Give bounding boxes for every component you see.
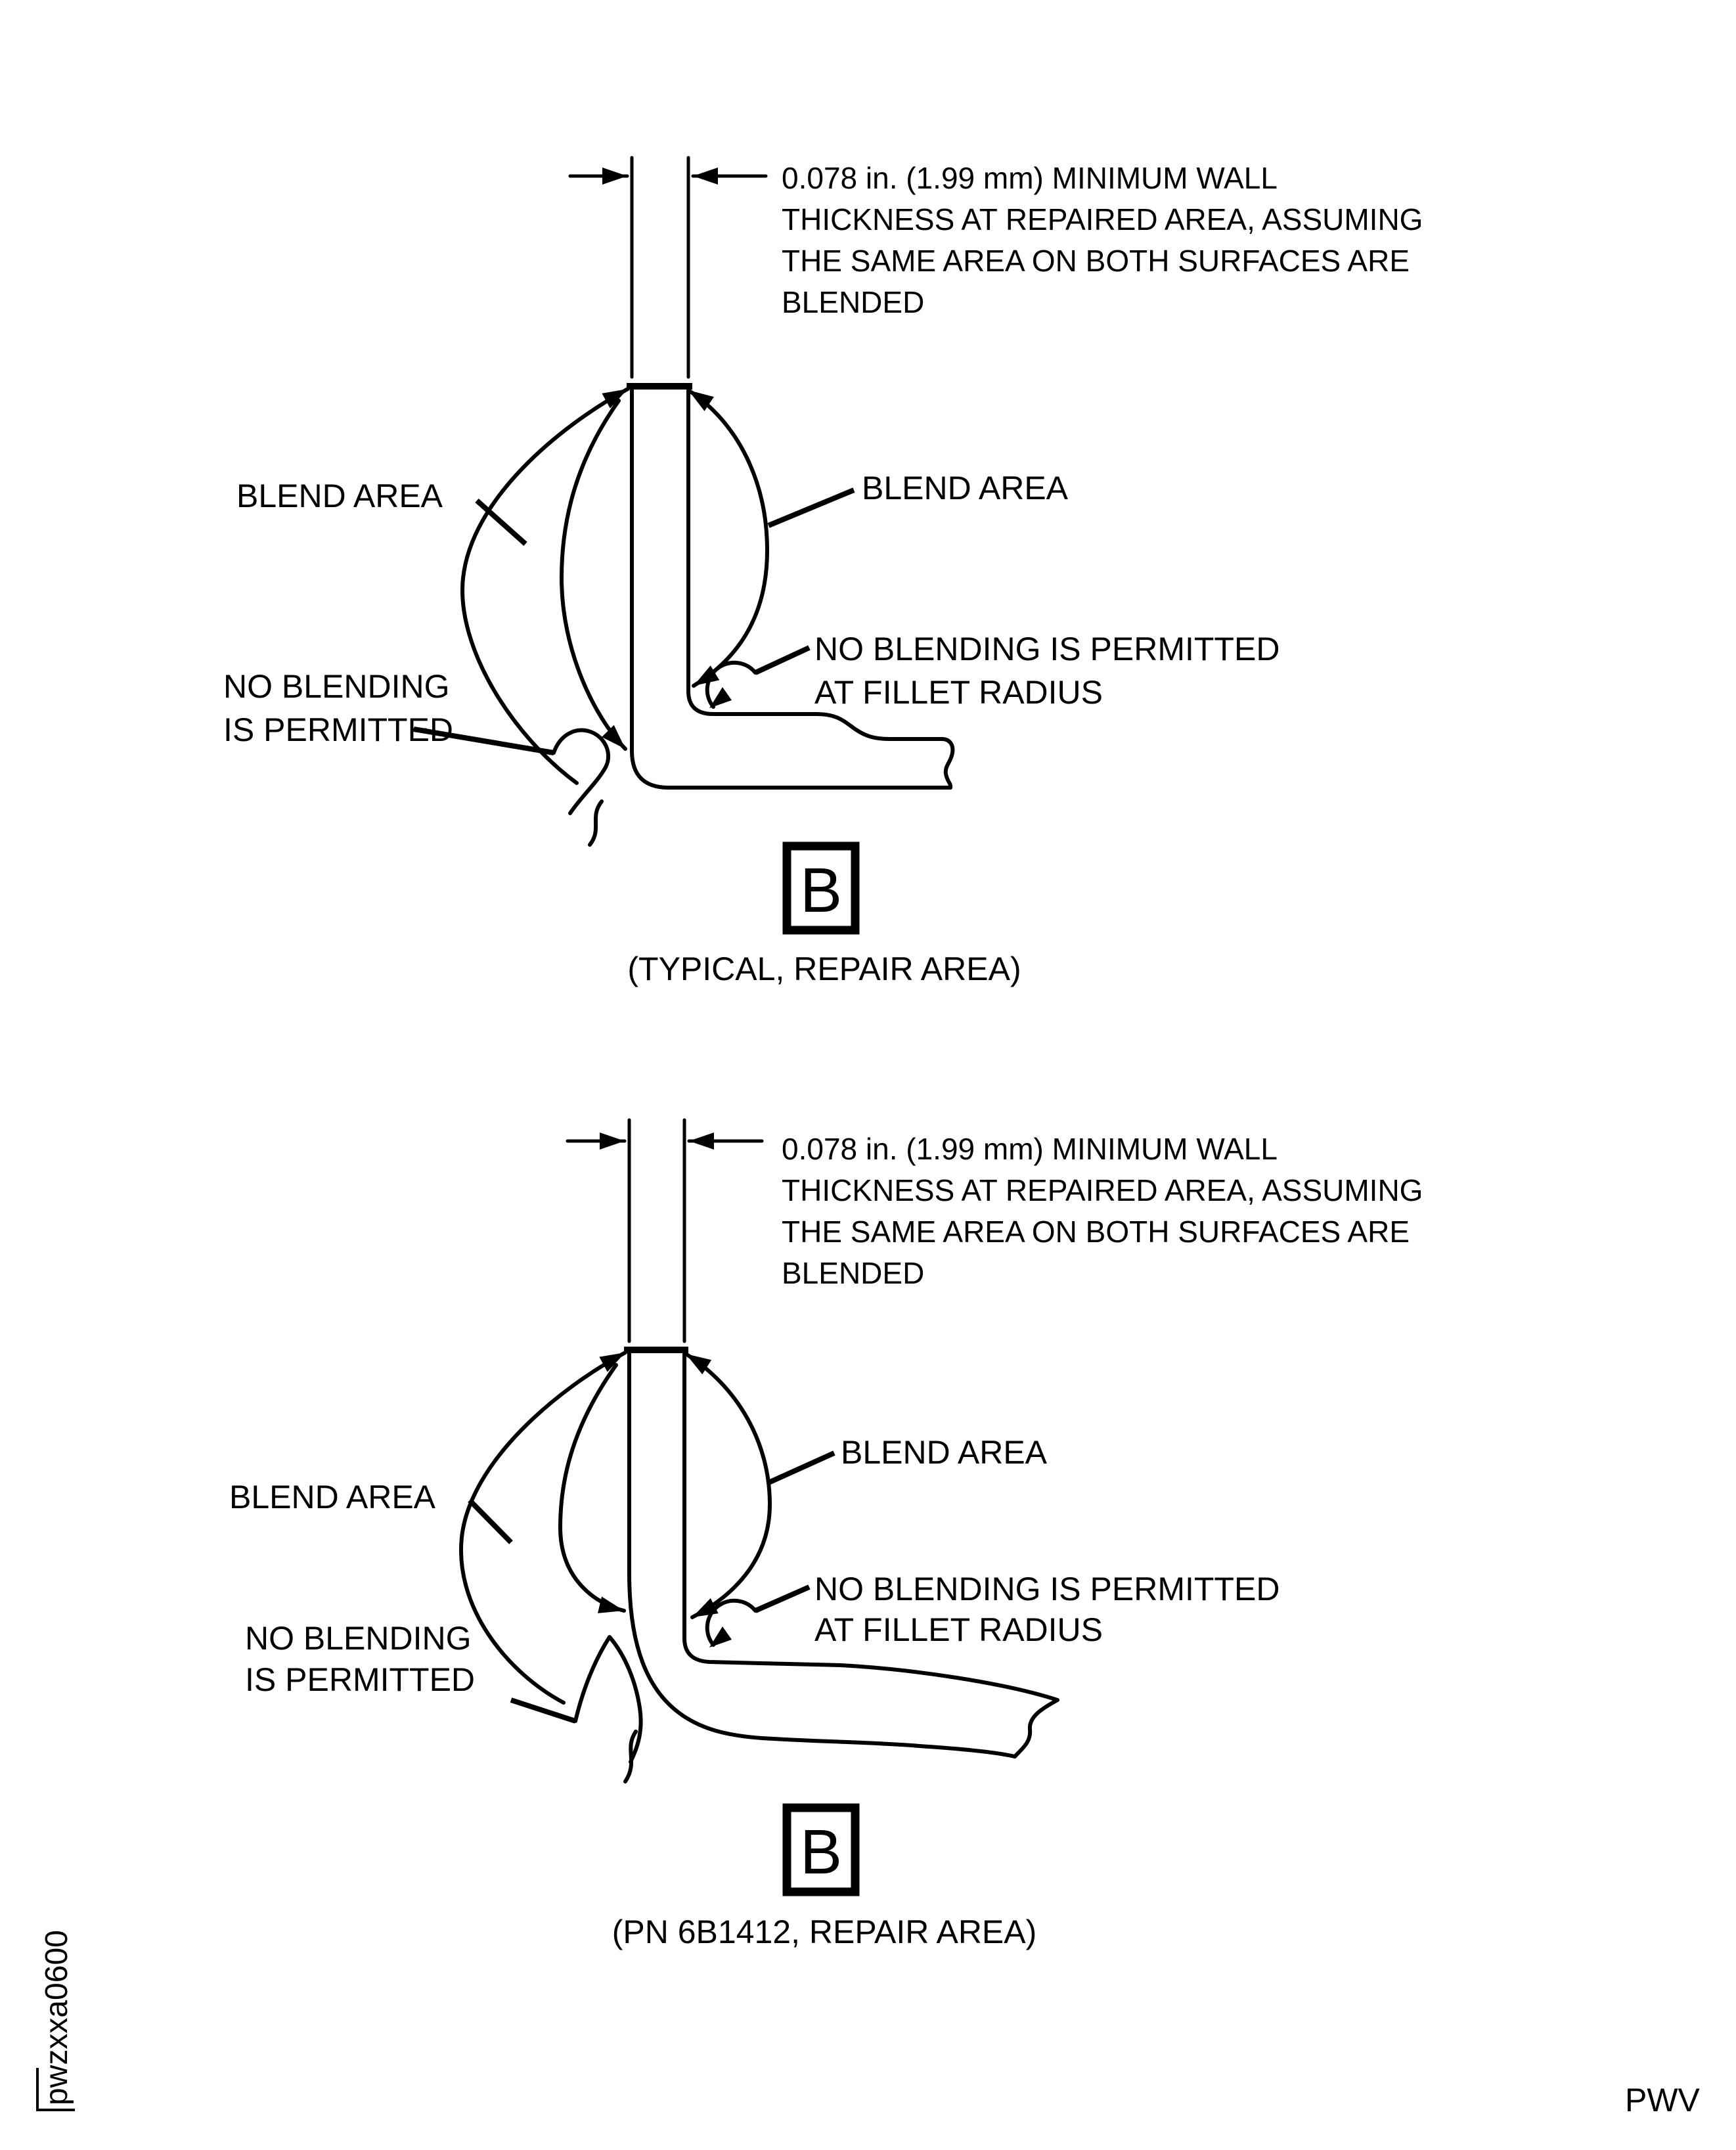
bottom-blend-area-leader-right	[767, 1453, 834, 1483]
bottom-blend-area-label-left: BLEND AREA	[229, 1479, 436, 1515]
top-note-line-4: BLENDED	[782, 285, 925, 319]
top-detail-letter: B	[799, 855, 843, 926]
top-note-line-2: THICKNESS AT REPAIRED AREA, ASSUMING	[782, 202, 1423, 236]
bottom-blend-area-leader-left	[470, 1500, 511, 1542]
bottom-note-line-1: 0.078 in. (1.99 mm) MINIMUM WALL	[782, 1132, 1278, 1166]
bottom-fillet-leader	[755, 1587, 809, 1611]
top-note-line-3: THE SAME AREA ON BOTH SURFACES ARE	[782, 244, 1410, 278]
bottom-no-blending-label-line-2: IS PERMITTED	[245, 1661, 476, 1698]
top-note-line-1: 0.078 in. (1.99 mm) MINIMUM WALL	[782, 161, 1278, 195]
top-diagram	[223, 158, 1423, 987]
bottom-wall-right-flange-top-and-break	[684, 1351, 1057, 1757]
page-code-text: PWV	[1625, 2082, 1700, 2118]
top-wall-right-flange-top-and-break	[688, 388, 952, 788]
top-blend-arc-right	[688, 390, 767, 686]
bottom-blend-arc-right	[686, 1354, 770, 1617]
top-caption: (TYPICAL, REPAIR AREA)	[627, 951, 1021, 987]
top-wall-break-wave	[590, 801, 602, 845]
bottom-fillet-loop	[707, 1601, 755, 1645]
top-fillet-label-line-2: AT FILLET RADIUS	[814, 674, 1103, 711]
bottom-fillet-loop-arrowhead	[709, 1626, 732, 1647]
bottom-blend-area-label-right: BLEND AREA	[841, 1434, 1048, 1471]
figure-id-block	[37, 1930, 75, 2110]
top-fillet-leader	[755, 648, 809, 673]
bottom-note-line-3: THE SAME AREA ON BOTH SURFACES ARE	[782, 1215, 1410, 1249]
bottom-fillet-label-line-1: NO BLENDING IS PERMITTED	[814, 1571, 1280, 1607]
bottom-note-line-2: THICKNESS AT REPAIRED AREA, ASSUMING	[782, 1173, 1423, 1207]
top-blend-area-label-right: BLEND AREA	[862, 470, 1069, 506]
top-fillet-label-line-1: NO BLENDING IS PERMITTED	[814, 631, 1280, 667]
top-blend-area-label-left: BLEND AREA	[236, 478, 443, 514]
bottom-no-blending-leader	[511, 1700, 575, 1721]
top-blend-area-leader-left	[477, 501, 525, 544]
top-fillet-loop-arrowhead	[709, 687, 732, 708]
bottom-diagram	[229, 1120, 1423, 1950]
figure-id-text: pwzxxa0600	[39, 1930, 74, 2105]
top-blend-arc-left-inner	[562, 401, 625, 749]
bottom-blend-arc-left-inner	[560, 1365, 624, 1611]
bottom-wall-left-and-flange-bottom	[629, 1351, 1015, 1757]
bottom-note-line-4: BLENDED	[782, 1256, 925, 1290]
bottom-no-blending-label-line-1: NO BLENDING	[245, 1620, 472, 1657]
top-wall-left-and-flange-bottom	[632, 388, 950, 788]
bottom-detail-letter: B	[799, 1817, 843, 1887]
top-no-blending-label-line-1: NO BLENDING	[223, 668, 450, 705]
bottom-caption: (PN 6B1412, REPAIR AREA)	[612, 1914, 1037, 1950]
bottom-fillet-label-line-2: AT FILLET RADIUS	[814, 1611, 1103, 1648]
top-no-blending-label-line-2: IS PERMITTED	[223, 711, 454, 748]
top-blend-area-leader-right	[768, 490, 854, 526]
